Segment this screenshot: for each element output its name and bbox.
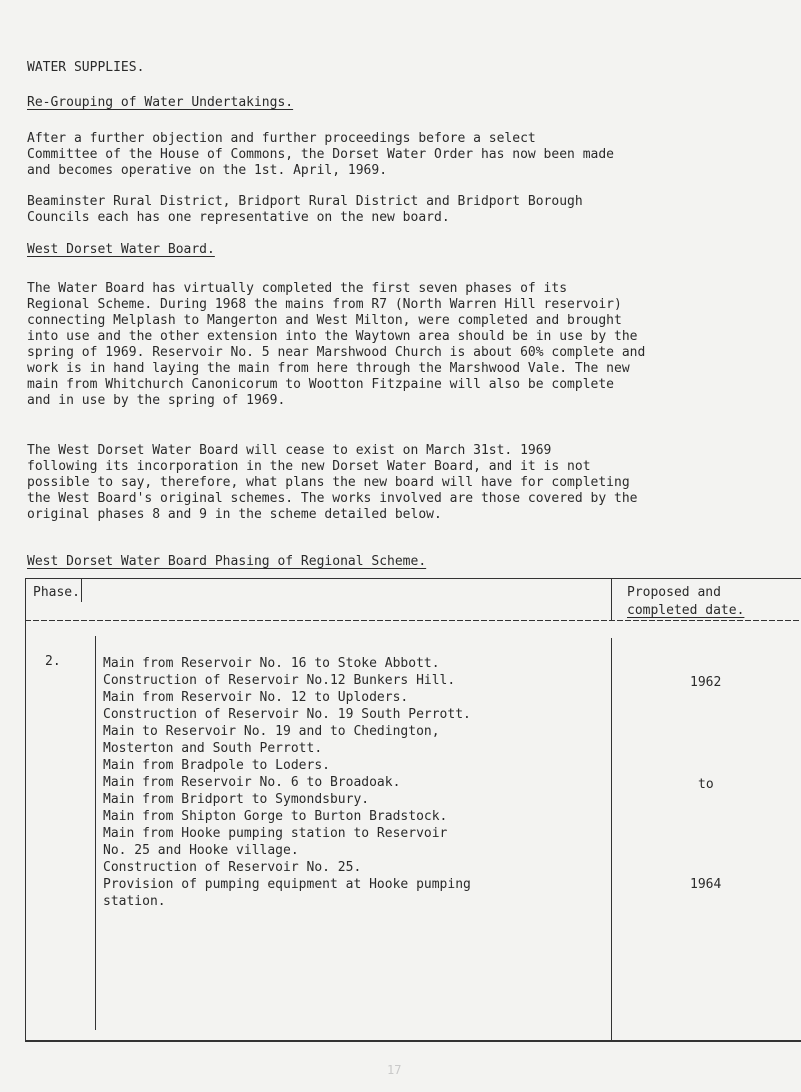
- page-number: 17: [387, 1063, 402, 1077]
- column-header-phase: Phase.: [33, 585, 80, 600]
- work-item: Main from Reservoir No. 12 to Uploders.: [103, 690, 409, 705]
- date-start: 1962: [690, 675, 722, 690]
- table-bottom-rule: [25, 1040, 801, 1042]
- subheading-phasing: West Dorset Water Board Phasing of Regional Scheme.: [27, 554, 427, 569]
- table-phase-header-rule: [81, 578, 82, 602]
- text-line: connecting Melplash to Mangerton and West Milton, were completed and brought: [27, 313, 622, 328]
- text-line: Beaminster Rural District, Bridport Rural District and Bridport Borough: [27, 194, 583, 209]
- table-left-rule: [25, 578, 26, 1042]
- paragraph-order: [27, 131, 787, 179]
- text-line: Committee of the House of Commons, the Dorset Water Order has now been made: [27, 147, 614, 162]
- subheading-west-dorset-board: West Dorset Water Board.: [27, 242, 215, 257]
- text-line: possible to say, therefore, what plans the new board will have for completing: [27, 475, 630, 490]
- table-date-header-rule: [611, 578, 612, 620]
- work-item: Main from Bradpole to Loders.: [103, 758, 330, 773]
- table-phase-column-rule: [95, 636, 96, 1030]
- work-item: Main to Reservoir No. 19 and to Chedington,: [103, 724, 440, 739]
- work-item: Construction of Reservoir No. 25.: [103, 860, 362, 875]
- paragraph-progress: [27, 281, 787, 409]
- work-item: Main from Reservoir No. 16 to Stoke Abbott.: [103, 656, 440, 671]
- work-item: Construction of Reservoir No.12 Bunkers Hill.: [103, 673, 456, 688]
- column-header-date-line2: completed date.: [627, 603, 745, 618]
- text-line: and becomes operative on the 1st. April, 1969.: [27, 163, 388, 178]
- section-heading: WATER SUPPLIES.: [27, 60, 145, 75]
- table-header-rule: [25, 620, 801, 621]
- work-item: Provision of pumping equipment at Hooke pumping: [103, 877, 471, 892]
- work-item: Construction of Reservoir No. 19 South Perrott.: [103, 707, 471, 722]
- work-item: Main from Hooke pumping station to Reservoir: [103, 826, 448, 841]
- table-top-rule: [25, 578, 801, 579]
- work-item: Main from Shipton Gorge to Burton Bradstock.: [103, 809, 448, 824]
- work-item: Main from Bridport to Symondsbury.: [103, 792, 370, 807]
- date-end: 1964: [690, 877, 722, 892]
- text-line: work is in hand laying the main from here through the Marshwood Vale. The new: [27, 361, 630, 376]
- subheading-regrouping: Re-Grouping of Water Undertakings.: [27, 95, 294, 110]
- paragraph-cessation: [27, 443, 787, 523]
- text-line: original phases 8 and 9 in the scheme detailed below.: [27, 507, 442, 522]
- text-line: spring of 1969. Reservoir No. 5 near Marshwood Church is about 60% complete and: [27, 345, 646, 360]
- text-line: main from Whitchurch Canonicorum to Wootton Fitzpaine will also be complete: [27, 377, 614, 392]
- text-line: the West Board's original schemes. The works involved are those covered by the: [27, 491, 638, 506]
- text-line: After a further objection and further proceedings before a select: [27, 131, 536, 146]
- table-date-column-rule: [611, 638, 612, 1041]
- work-item: station.: [103, 894, 166, 909]
- paragraph-representatives: [27, 194, 787, 226]
- work-item: Mosterton and South Perrott.: [103, 741, 323, 756]
- phase-number: 2.: [45, 654, 61, 669]
- text-line: and in use by the spring of 1969.: [27, 393, 286, 408]
- text-line: into use and the other extension into the Waytown area should be in use by the: [27, 329, 638, 344]
- text-line: Councils each has one representative on the new board.: [27, 210, 450, 225]
- column-header-date: Proposed and: [627, 585, 721, 600]
- work-item: Main from Reservoir No. 6 to Broadoak.: [103, 775, 401, 790]
- text-line: The Water Board has virtually completed the first seven phases of its: [27, 281, 568, 296]
- date-to: to: [698, 777, 714, 792]
- text-line: The West Dorset Water Board will cease to exist on March 31st. 1969: [27, 443, 552, 458]
- work-item: No. 25 and Hooke village.: [103, 843, 299, 858]
- phasing-table: [25, 578, 801, 1048]
- text-line: Regional Scheme. During 1968 the mains from R7 (North Warren Hill reservoir): [27, 297, 622, 312]
- text-line: following its incorporation in the new Dorset Water Board, and it is not: [27, 459, 591, 474]
